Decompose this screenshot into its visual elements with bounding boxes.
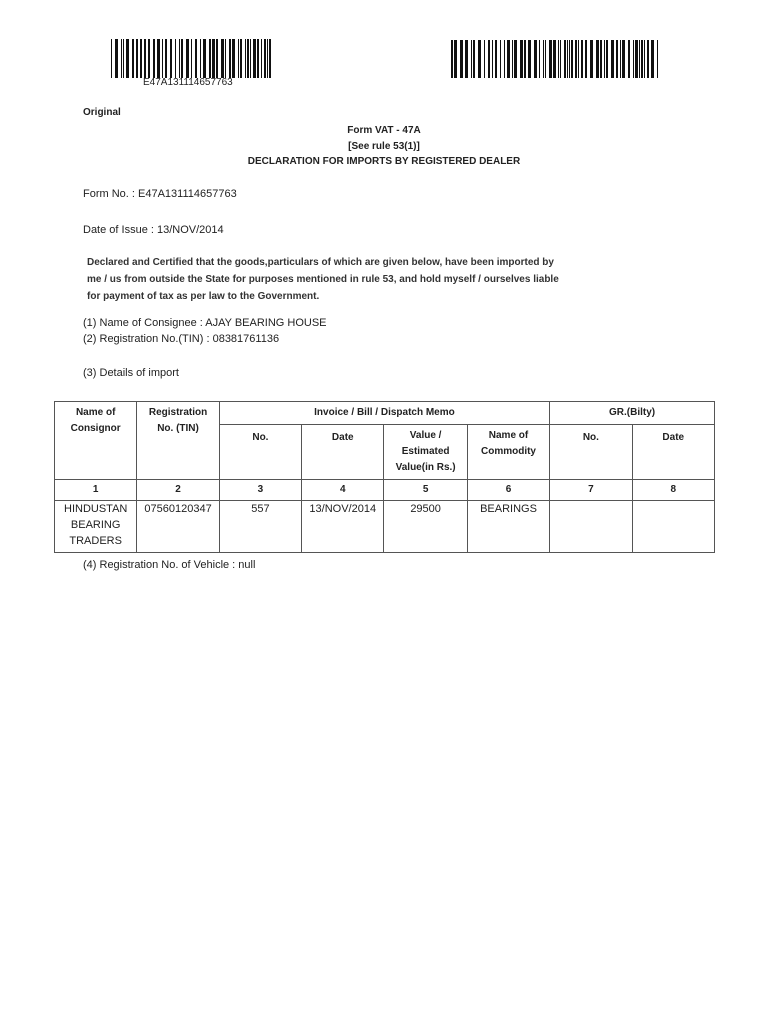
- form-title: Form VAT - 47A: [347, 125, 421, 136]
- consignee-name: (1) Name of Consignee : AJAY BEARING HOUSE: [83, 317, 327, 329]
- date-of-issue: Date of Issue : 13/NOV/2014: [83, 224, 224, 236]
- import-details-table: [54, 401, 715, 553]
- cell-consignor: HINDUSTAN BEARING TRADERS: [55, 501, 137, 553]
- declaration-text: [87, 254, 607, 305]
- header-registration: Registration No. (TIN): [137, 402, 219, 480]
- column-number: 7: [550, 480, 632, 501]
- form-heading: DECLARATION FOR IMPORTS BY REGISTERED DEALER: [247, 156, 521, 167]
- column-number: 4: [302, 480, 384, 501]
- declaration-line: Declared and Certified that the goods,particulars of which are given below, have been imported by: [87, 257, 554, 268]
- barcode-caption: E47A131114657763: [143, 77, 233, 88]
- cell-gr-date: [632, 501, 714, 553]
- cell-commodity: BEARINGS: [467, 501, 549, 553]
- form-title-block: [0, 123, 768, 170]
- form-barcode-right: [451, 40, 659, 78]
- table-header-row: [55, 402, 715, 425]
- cell-gr-no: [550, 501, 632, 553]
- column-number: 3: [219, 480, 301, 501]
- header-invoice-no: No.: [219, 425, 301, 480]
- header-commodity: Name of Commodity: [467, 425, 549, 480]
- header-gr-date: Date: [632, 425, 714, 480]
- column-number: 1: [55, 480, 137, 501]
- declaration-line: me / us from outside the State for purposes mentioned in rule 53, and hold myself / ourselves liable: [87, 274, 559, 285]
- copy-type-label: Original: [83, 107, 121, 118]
- consignee-tin: (2) Registration No.(TIN) : 08381761136: [83, 333, 280, 345]
- header-invoice-group: Invoice / Bill / Dispatch Memo: [219, 402, 549, 425]
- header-invoice-date: Date: [302, 425, 384, 480]
- header-gr-no: No.: [550, 425, 632, 480]
- rule-reference: [See rule 53(1)]: [348, 140, 420, 152]
- header-value: Value / Estimated Value(in Rs.): [384, 425, 467, 480]
- cell-tin: 07560120347: [137, 501, 219, 553]
- cell-value: 29500: [384, 501, 467, 553]
- column-number: 8: [632, 480, 714, 501]
- header-gr-group: GR.(Bilty): [550, 402, 715, 425]
- column-number: 6: [467, 480, 549, 501]
- header-consignor: Name of Consignor: [55, 402, 137, 480]
- table-row: [55, 501, 715, 553]
- column-number-row: [55, 480, 715, 501]
- column-number: 5: [384, 480, 467, 501]
- column-number: 2: [137, 480, 219, 501]
- vehicle-registration: (4) Registration No. of Vehicle : null: [83, 559, 256, 571]
- form-number: Form No. : E47A131114657763: [83, 188, 237, 200]
- form-barcode-left: [111, 39, 271, 78]
- cell-invoice-date: 13/NOV/2014: [302, 501, 384, 553]
- import-details-heading: (3) Details of import: [83, 367, 179, 379]
- declaration-line: for payment of tax as per law to the Government.: [87, 291, 320, 302]
- cell-invoice-no: 557: [219, 501, 301, 553]
